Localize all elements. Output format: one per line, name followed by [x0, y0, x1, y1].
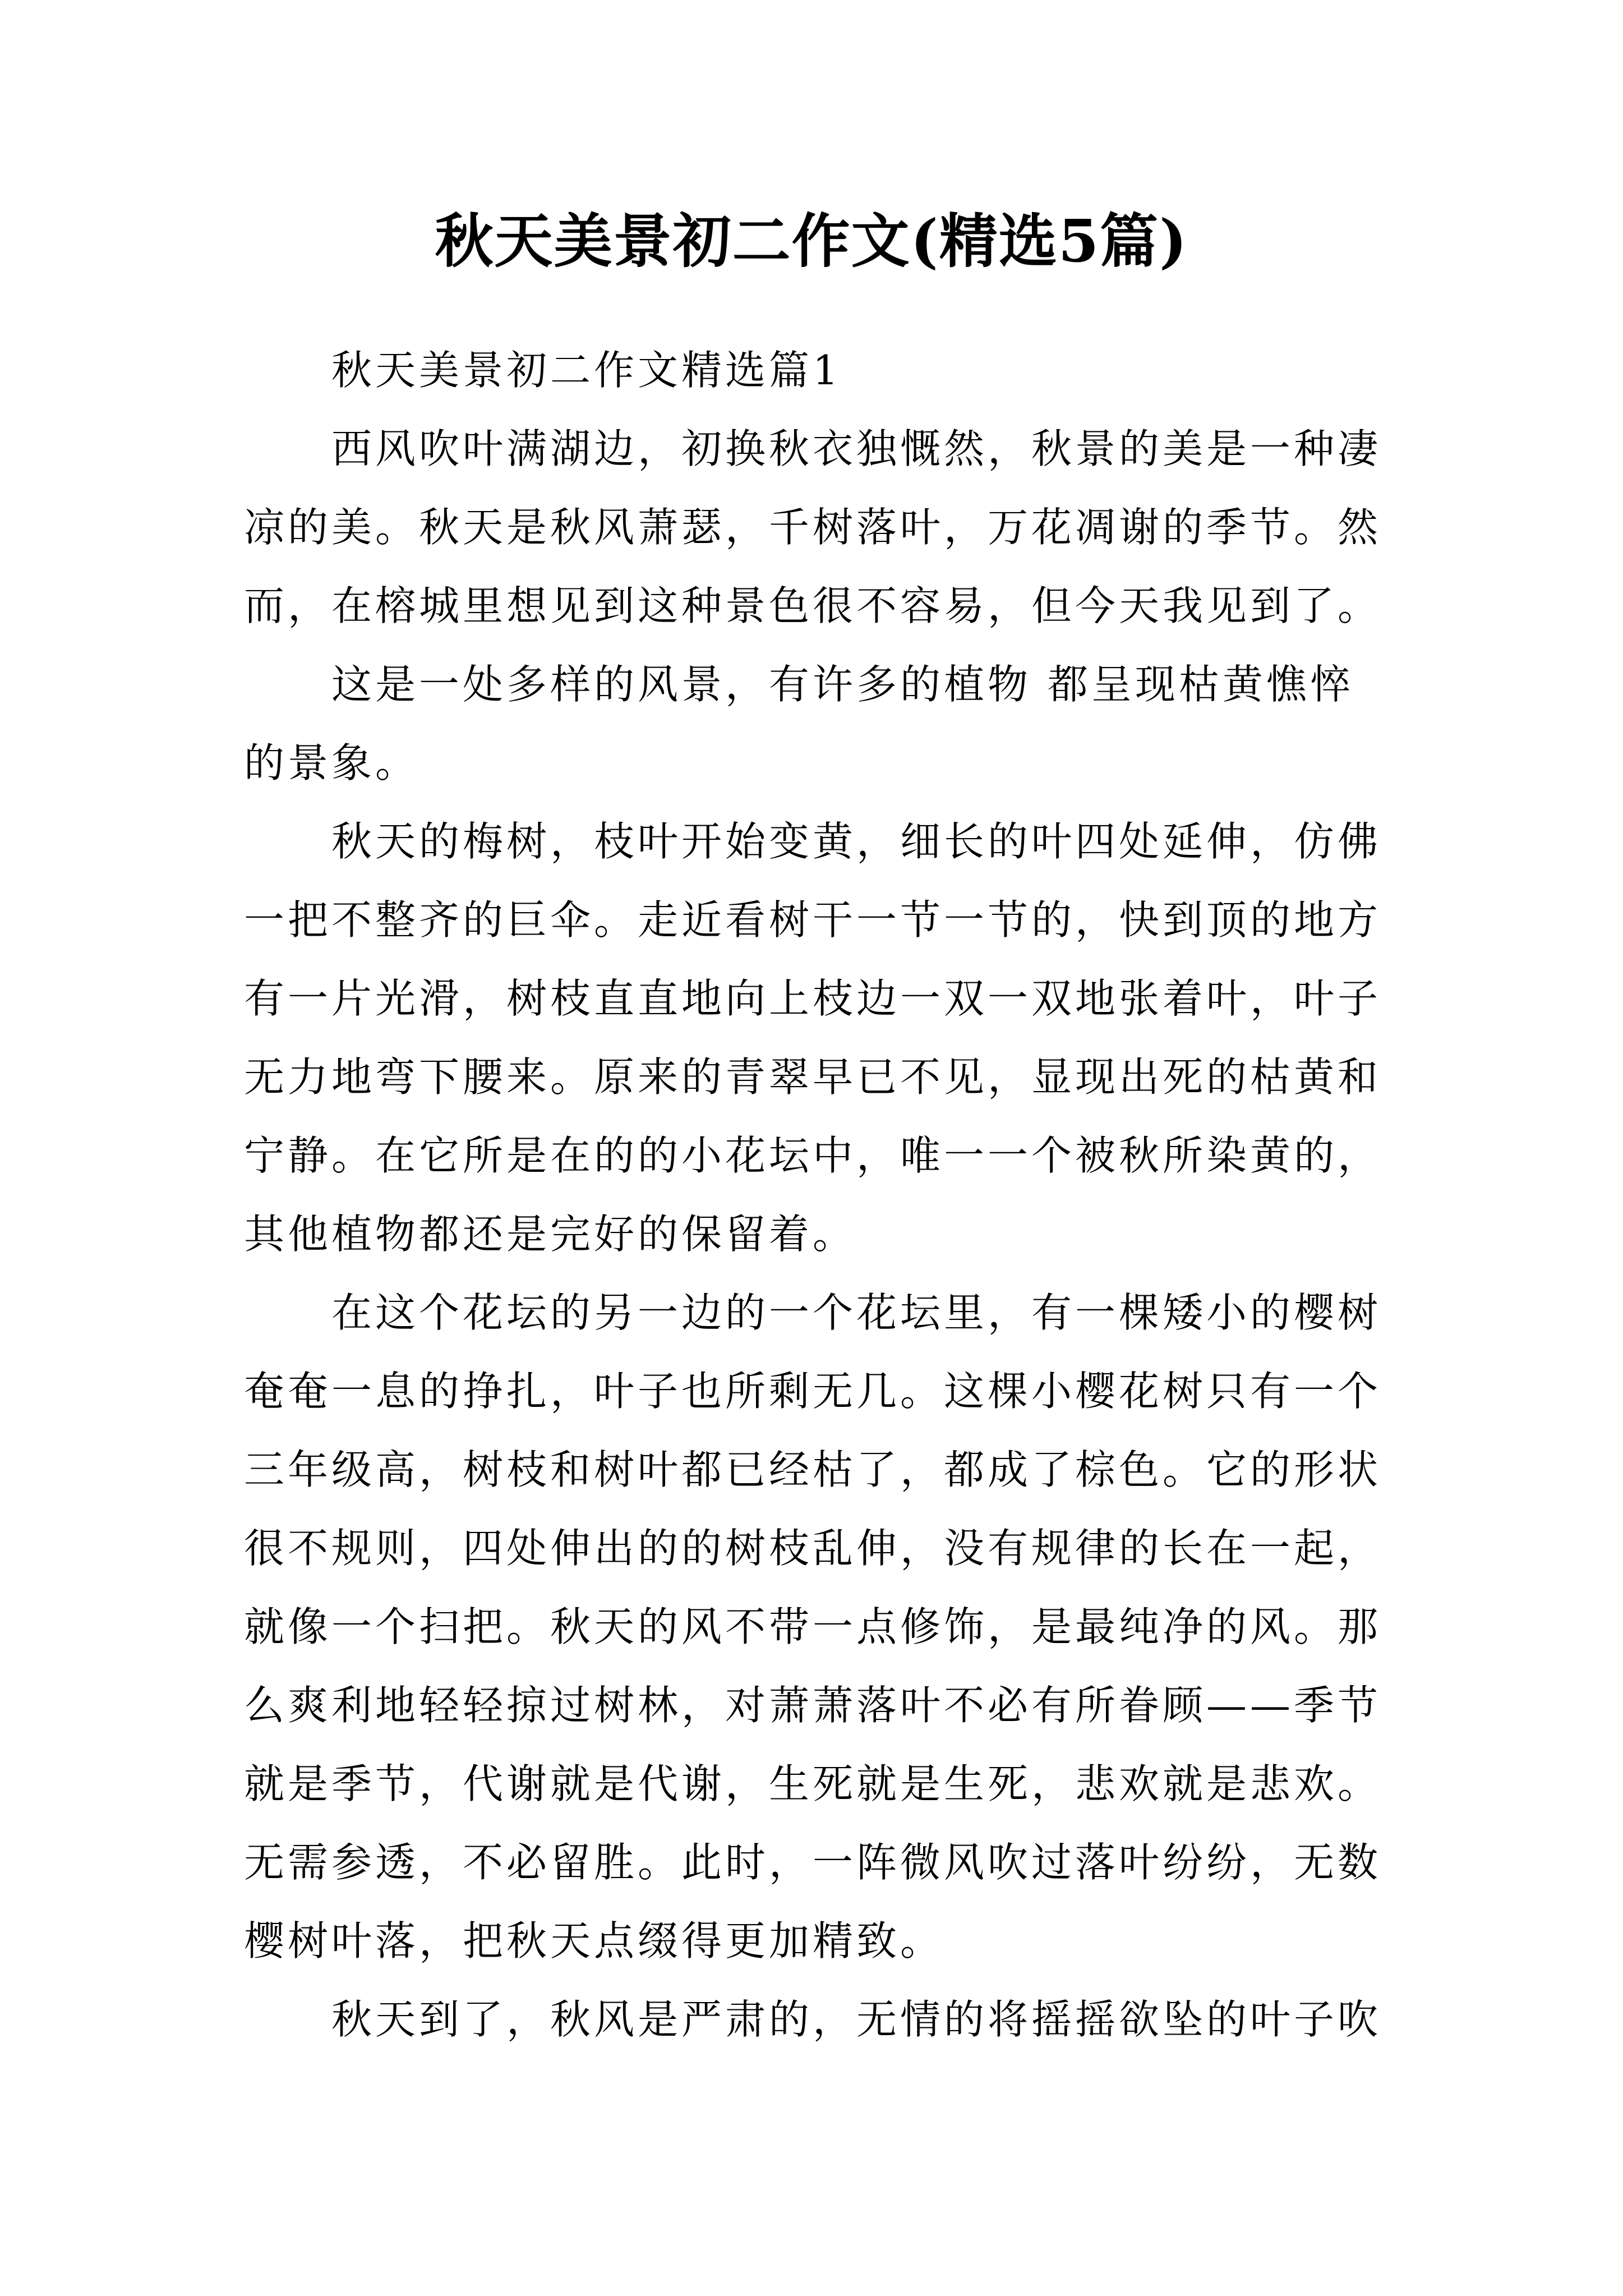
section-heading: 秋天美景初二作文精选篇1: [331, 347, 842, 394]
paragraph: 秋天的梅树，枝叶开始变黄，细长的叶四处延伸，仿佛一把不整齐的巨伞。走近看树干一节一节的，快到顶的地方有一片光滑，树枝直直地向上枝边一双一双地张着叶，叶子无力地弯下腰来。原来的青翠早已不见，显现出死的枯黄和宁静。在它所是在的的小花坛中，唯一一个被秋所染黄的，其他植物都还是完好的保留着。: [244, 818, 1382, 1258]
paragraph: 在这个花坛的另一边的一个花坛里，有一棵矮小的樱树奄奄一息的挣扎，叶子也所剩无几。这棵小樱花树只有一个三年级高，树枝和树叶都已经枯了，都成了棕色。它的形状很不规则，四处伸出的的树枝乱伸，没有规律的长在一起，就像一个扫把。秋天的风不带一点修饰，是最纯净的风。那么爽利地轻轻掠过树林，对萧萧落叶不必有所眷顾——季节就是季节，代谢就是代谢，生死就是生死，悲欢就是悲欢。无需参透，不必留胜。此时，一阵微风吹过落叶纷纷，无数樱树叶落，把秋天点缀得更加精致。: [244, 1289, 1382, 1964]
paragraph: 秋天到了，秋风是严肃的，无情的将摇摇欲坠的叶子吹: [331, 1996, 1382, 2043]
paragraph: 这是一处多样的风景，有许多的植物 都呈现枯黄憔悴的景象。: [244, 661, 1354, 786]
document-title: 秋天美景初二作文(精选5篇): [435, 206, 1188, 275]
document-body: [244, 331, 1388, 2059]
paragraph: 西风吹叶满湖边，初换秋衣独慨然，秋景的美是一种凄凉的美。秋天是秋风萧瑟，千树落叶，万花凋谢的季节。然而，在榕城里想见到这种景色很不容易，但今天我见到了。: [244, 425, 1382, 629]
